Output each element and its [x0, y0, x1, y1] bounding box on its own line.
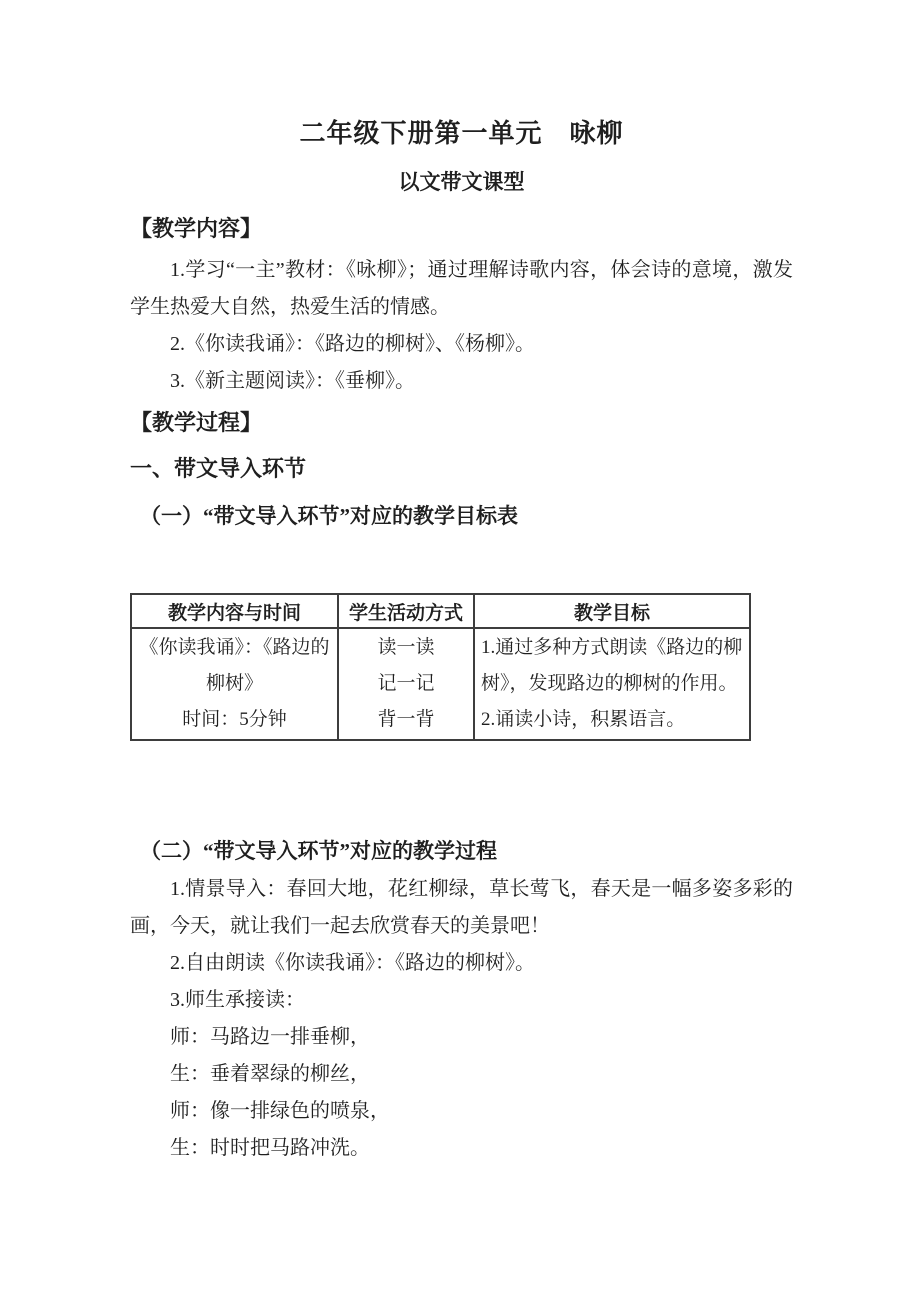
- cell-content-time-duration: 时间：5分钟: [182, 709, 287, 730]
- cell-content-time-text: 《你读我诵》：《路边的柳树》: [139, 637, 330, 694]
- dialogue-line-student: 生：时时把马路冲洗。: [170, 1137, 370, 1159]
- dialogue-line-teacher: 师：马路边一排垂柳，: [170, 1026, 370, 1048]
- teaching-content-item: 2.《你读我诵》：《路边的柳树》、《杨柳》。: [170, 333, 535, 355]
- teaching-process-heading: 【教学过程】: [130, 410, 263, 435]
- table-row: [131, 628, 750, 740]
- section-one-heading: 一、带文导入环节: [130, 456, 307, 481]
- cell-activity-line: 背一背: [377, 709, 435, 730]
- cell-activity-line: 记一记: [377, 673, 435, 694]
- cell-goal-item: 1.通过多种方式朗读《路边的柳树》，发现路边的柳树的作用。: [481, 637, 743, 694]
- table-header-activity: 学生活动方式: [338, 594, 474, 628]
- table-header-content-time: 教学内容与时间: [131, 594, 338, 628]
- teaching-content-item: 3.《新主题阅读》：《垂柳》。: [170, 370, 415, 392]
- cell-content-time: [131, 628, 338, 740]
- process-step: 3.师生承接读：: [170, 989, 305, 1011]
- cell-goal-item: 2.诵读小诗，积累语言。: [481, 709, 686, 730]
- dialogue-line-student: 生：垂着翠绿的柳丝，: [170, 1063, 370, 1085]
- table-header-row: [131, 594, 750, 628]
- teaching-content-heading: 【教学内容】: [130, 216, 263, 241]
- teaching-goals-table: [130, 593, 751, 741]
- cell-goals: [474, 628, 750, 740]
- process-step: 1.情景导入：春回大地，花红柳绿，草长莺飞，春天是一幅多姿多彩的画，今天，就让我们一起去欣赏春天的美景吧！: [130, 878, 793, 937]
- teaching-content-item: 1.学习“一主”教材：《咏柳》；通过理解诗歌内容，体会诗的意境，激发学生热爱大自然，热爱生活的情感。: [130, 259, 793, 318]
- cell-activity-line: 读一读: [377, 637, 435, 658]
- subsection-two-heading: （二）“带文导入环节”对应的教学过程: [140, 839, 497, 863]
- dialogue-line-teacher: 师：像一排绿色的喷泉，: [170, 1100, 390, 1122]
- subsection-one-heading: （一）“带文导入环节”对应的教学目标表: [140, 504, 518, 528]
- process-step: 2.自由朗读《你读我诵》：《路边的柳树》。: [170, 952, 535, 974]
- cell-activities: [338, 628, 474, 740]
- table-header-goal: 教学目标: [474, 594, 750, 628]
- document-subtitle: 以文带文课型: [398, 170, 525, 194]
- document-title: 二年级下册第一单元 咏柳: [299, 119, 624, 148]
